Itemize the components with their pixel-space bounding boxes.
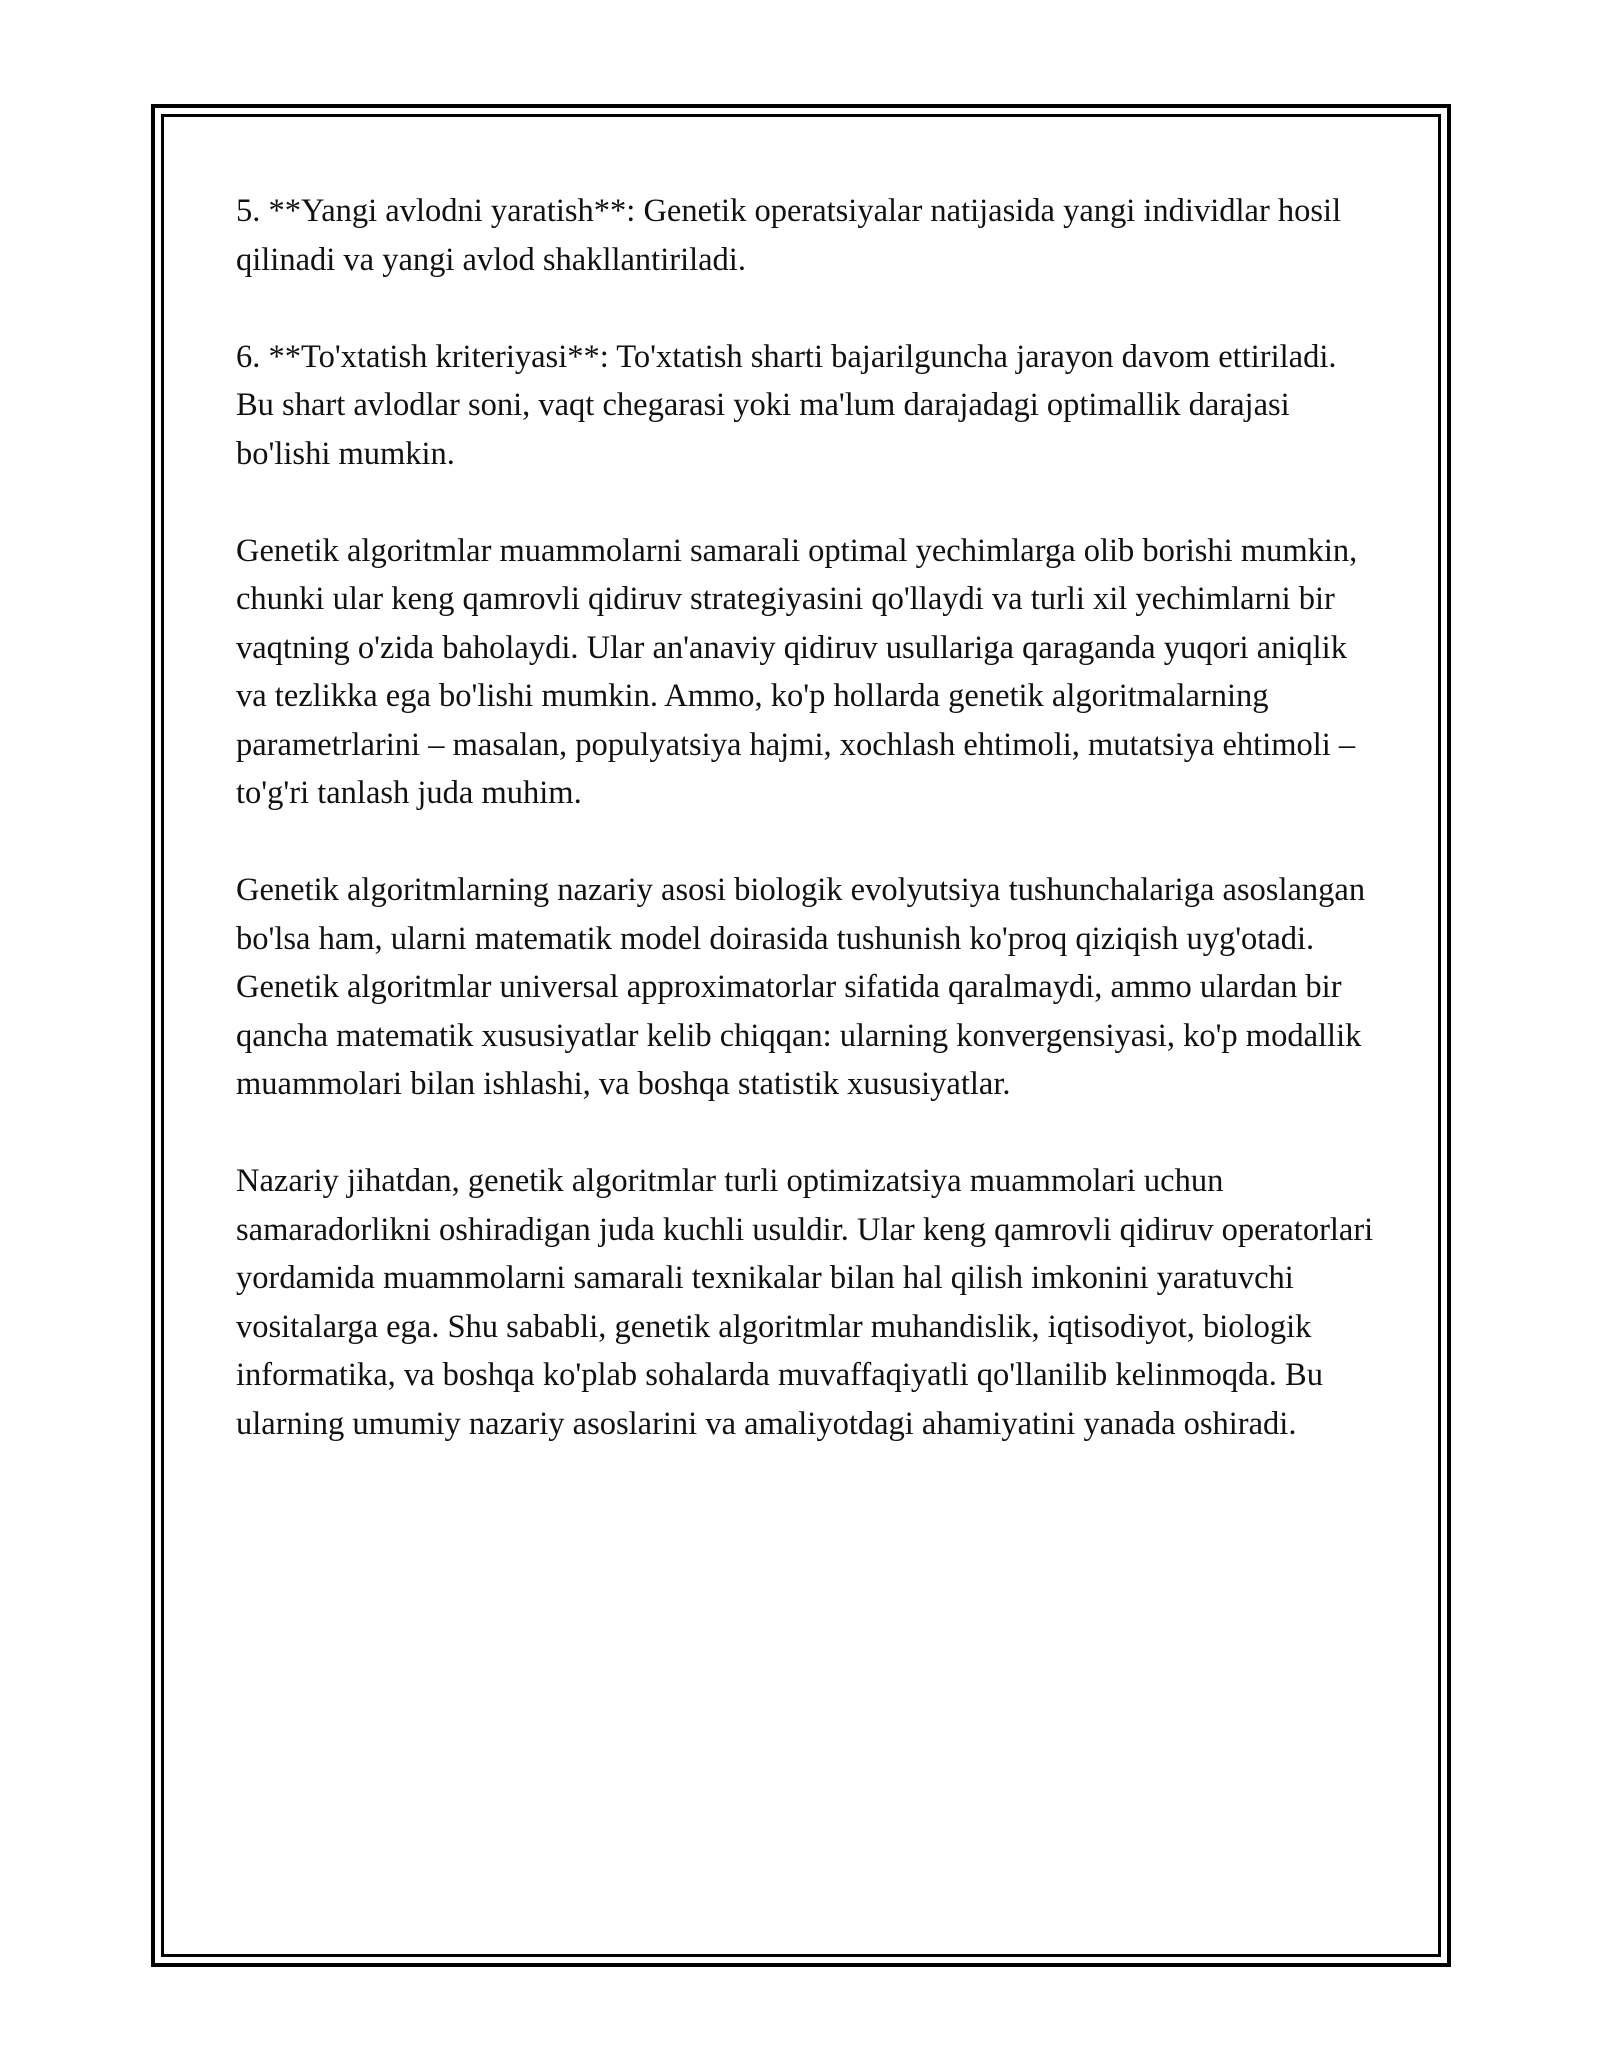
paragraph-stopping-criterion: 6. **To'xtatish kriteriyasi**: To'xtatish sharti bajarilguncha jarayon davom ettiriladi. Bu shart avlodlar soni, vaqt chegarasi yoki ma'lum darajadagi optimallik darajasi bo'lishi mumkin. [236, 338, 1337, 472]
document-body [236, 187, 1376, 1497]
paragraph-ga-efficiency: Genetik algoritmlar muammolarni samarali optimal yechimlarga olib borishi mumkin, chunki ular keng qamrovli qidiruv strategiyasini qo'llaydi va turli xil yechimlarni bir vaqtning o'zida baholaydi. Ular an'anaviy qidiruv usullariga qaraganda yuqori aniqlik va tezlikka ega bo'lishi mumkin. Ammo, ko'p hollarda genetik algoritmalarning parametrlarini – masalan, populyatsiya hajmi, xochlash ehtimoli, mutatsiya ehtimoli – to'g'ri tanlash juda muhim. [236, 532, 1358, 811]
paragraph-new-generation: 5. **Yangi avlodni yaratish**: Genetik operatsiyalar natijasida yangi individlar hosil qilinadi va yangi avlod shakllantiriladi. [236, 193, 1342, 278]
paragraph-conclusion: Nazariy jihatdan, genetik algoritmlar turli optimizatsiya muammolari uchun samaradorlikni oshiradigan juda kuchli usuldir. Ular keng qamrovli qidiruv operatorlari yordamida muammolarni samarali texnikalar bilan hal qilish imkonini yaratuvchi vositalarga ega. Shu sababli, genetik algoritmlar muhandislik, iqtisodiyot, biologik informatika, va boshqa ko'plab sohalarda muvaffaqiyatli qo'llanilib kelinmoqda. Bu ularning umumiy nazariy asoslarini va amaliyotdagi ahamiyatini yanada oshiradi. [236, 1163, 1374, 1442]
paragraph-theoretical-basis: Genetik algoritmlarning nazariy asosi biologik evolyutsiya tushunchalariga asoslangan bo'lsa ham, ularni matematik model doirasida tushunish ko'proq qiziqish uyg'otadi. Genetik algoritmlar universal approximatorlar sifatida qaralmaydi, ammo ulardan bir qancha matematik xususiyatlar kelib chiqqan: ularning konvergensiyasi, ko'p modallik muammolari bilan ishlashi, va boshqa statistik xususiyatlar. [236, 872, 1366, 1102]
